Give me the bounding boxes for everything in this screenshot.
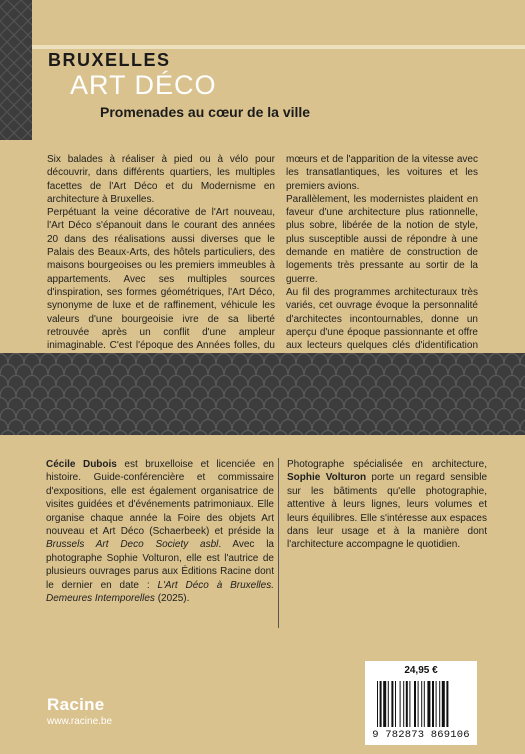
book-title: L'Art Déco à Bruxelles. Demeures Intemporelles (46, 579, 274, 605)
society-name: Brussels Art Deco Society asbl (46, 539, 219, 551)
price-label: 24,95 € (404, 665, 438, 676)
author-bio (46, 458, 274, 605)
decorative-band (0, 353, 525, 435)
author-bio-text: . Avec la photographe Sophie Volturon, elle est l'autrice de plusieurs ouvrages parus aux Éditions Racine dont le dernier en date : (46, 539, 274, 591)
author-bio-text: est bruxelloise et licenciée en histoire. Guide-conférencière et commissaire d'expositions, elle est également organisatrice de visites guidées et d'événements patrimoniaux. Elle organise chaque année la Foire des objets Art nouveau et Art Déco (Schaerbeek) et préside la (46, 459, 274, 538)
cover-subtitle: Promenades au cœur de la ville (100, 104, 311, 120)
cover-title: ART DÉCO (70, 70, 217, 100)
photographer-name: Sophie Volturon (287, 472, 367, 484)
barcode-icon (377, 681, 469, 727)
publisher-website: www.racine.be (47, 716, 113, 727)
publisher-logo: Racine (47, 695, 105, 714)
photographer-bio (278, 458, 487, 628)
body-column-right (286, 153, 478, 379)
barcode-panel (365, 661, 477, 745)
body-paragraph: Six balades à réaliser à pied ou à vélo pour découvrir, dans différents quartiers, les multiples facettes de l'Art Déco et du Modernisme en architecture à Bruxelles. (47, 154, 275, 205)
header-rule (32, 45, 525, 49)
isbn-number: 9 782873 869106 (372, 729, 470, 741)
body-paragraph: mœurs et de l'apparition de la vitesse avec les transatlantiques, les voitures et les premiers avions. (286, 154, 478, 192)
body-column-left (47, 153, 275, 366)
cover-city: BRUXELLES (48, 50, 171, 70)
author-name: Cécile Dubois (46, 459, 117, 470)
photographer-bio-text: Photographe spécialisée en architecture, (287, 459, 487, 470)
body-paragraph: Parallèlement, les modernistes plaident en faveur d'une architecture plus rationnelle, plus sobre, libérée de la notion de style, plus susceptible aussi de répondre à une demande en matière de construction de logements très pressante au sortir de la guerre. (286, 193, 478, 285)
body-paragraph: Perpétuant la veine décorative de l'Art nouveau, l'Art Déco s'épanouit dans le courant des années 20 dans des réalisations aussi diverses que le Palais des Beaux-Arts, des hôtels particuliers, des maisons bourgeoises ou les premiers immeubles à appartements. Avec ses multiples sources d'inspiration, ses formes géométriques, l'Art Déco, synonyme de luxe et de raffinement, véhicule les valeurs d'une bourgeoisie ivre de sa liberté retrouvée après un conflit d'une ampleur inimaginable. C'est l'époque des Années folles, du (47, 207, 275, 352)
author-bio-text: (2025). (154, 593, 190, 605)
body-paragraph: Au fil des programmes architecturaux très variés, cet ouvrage évoque la personnalité d'architectes incontournables, donne un aperçu d'une époque passionnante et offre aux lecteurs quelques clés d'identification (286, 286, 478, 352)
photographer-bio-text: porte un regard sensible sur les bâtiments qu'elle photographie, attentive à leurs lignes, leurs volumes et leurs équilibres. Elle s'intéresse aux espaces dans leur usage et à la manière dont l'architecture accompagne le quotidien. (287, 472, 487, 551)
